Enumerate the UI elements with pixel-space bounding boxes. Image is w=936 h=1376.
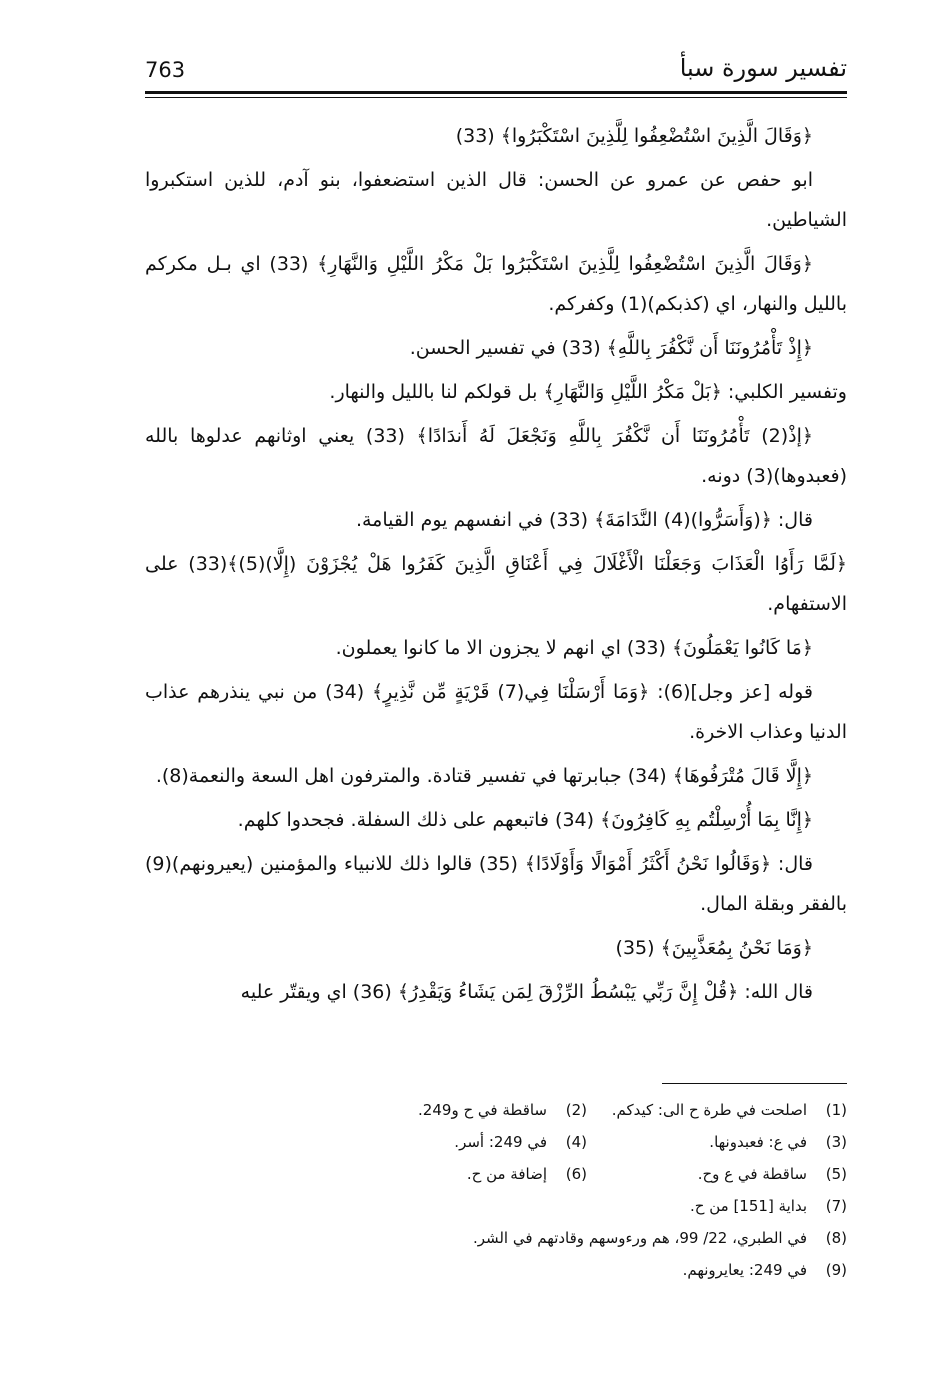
- footnote-row: [145, 1158, 847, 1190]
- footnote-3: [587, 1126, 847, 1158]
- paragraph: ﴿إذْ(2) تَأْمُرُونَنَا أَن نَّكْفُرَ بِاللَّهِ وَنَجْعَلَ لَهُ أَندَادًا﴾ (33) يعني اوثانهم عدلوها بالله (فعبدوها)(3) دونه.: [145, 425, 847, 487]
- footnote-number: (6): [565, 1165, 587, 1183]
- paragraph: ﴿إِذْ تَأْمُرُونَنَا أَن نَّكْفُرَ بِاللَّهِ﴾ (33) في تفسير الحسن.: [409, 337, 813, 359]
- footnote-number: (5): [825, 1165, 847, 1183]
- footnote-number: (1): [825, 1101, 847, 1119]
- footnote-text: في الطبري، 22/ 99، هم ورءوسهم وقادتهم في الشر.: [472, 1229, 807, 1247]
- page-number: 763: [145, 58, 186, 82]
- paragraph: ﴿وَقَالَ الَّذِينَ اسْتُضْعِفُوا لِلَّذِينَ اسْتَكْبَرُوا بَلْ مَكْرُ اللَّيْلِ وَالنَّهَارِ﴾ (33) اي بـل مكركم بالليل والنهار، اي (كذبكم)(1) وكفركم.: [145, 253, 847, 315]
- footnote-row: [145, 1126, 847, 1158]
- paragraph: ﴿وَمَا نَحْنُ بِمُعَذَّبِينَ﴾ (35): [615, 937, 813, 959]
- footnote-9: [145, 1254, 847, 1286]
- paragraph: ﴿وَقَالَ الَّذِينَ اسْتُضْعِفُوا لِلَّذِينَ اسْتَكْبَرُوا﴾ (33): [455, 125, 813, 147]
- footnote-text: في ع: فعبدونها.: [709, 1133, 807, 1151]
- footnote-6: [327, 1158, 587, 1190]
- paragraph: ابو حفص عن عمرو عن الحسن: قال الذين استضعفوا، بنو آدم، للذين استكبروا الشياطين.: [145, 169, 847, 231]
- footnotes-rule: [662, 1083, 847, 1084]
- paragraph: قال: ﴿وَقَالُوا نَحْنُ أَكْثَرُ أَمْوَالًا وَأَوْلَادًا﴾ (35) قالوا ذلك للانبياء والمؤمنين (يعيرونهم)(9) بالفقر وبقلة المال.: [145, 853, 847, 915]
- footnote-number: (7): [825, 1197, 847, 1215]
- footnote-7: [145, 1190, 847, 1222]
- paragraph: ﴿إِنَّا بِمَا أُرْسِلْتُم بِهِ كَافِرُونَ﴾ (34) فاتبعهم على ذلك السفلة. فجحدوا كلهم.: [237, 809, 813, 831]
- footnote-text: بداية [151] من ح.: [690, 1197, 807, 1215]
- footnote-4: [327, 1126, 587, 1158]
- footnote-text: في 249: أسر.: [454, 1133, 547, 1151]
- footnote-text: إضافة من ح.: [466, 1165, 547, 1183]
- footnote-number: (3): [825, 1133, 847, 1151]
- footnote-text: ساقطة في ع وح.: [697, 1165, 807, 1183]
- running-title: تفسير سورة سبأ: [679, 54, 847, 82]
- footnote-text: ساقطة في ح و249.: [418, 1101, 547, 1119]
- footnote-2: [327, 1094, 587, 1126]
- footnote-5: [587, 1158, 847, 1190]
- footnote-text: في 249: يعايرونهم.: [682, 1261, 807, 1279]
- paragraph: ﴿مَا كَانُوا يَعْمَلُونَ﴾ (33) اي انهم لا يجزون الا ما كانوا يعملون.: [335, 637, 813, 659]
- body-text: [145, 116, 847, 1016]
- paragraph: ﴿لَمَّا رَأَوُا الْعَذَابَ وَجَعَلْنَا الْأَغْلَالَ فِي أَعْنَاقِ الَّذِينَ كَفَرُوا هَلْ يُجْزَوْنَ (إِلَّا)(5)﴾(33) على الاستفهام.: [145, 553, 847, 615]
- header-rule: [145, 91, 847, 94]
- paragraph: قال الله: ﴿قُلْ إِنَّ رَبِّي يَبْسُطُ الرِّزْقَ لِمَن يَشَاءُ وَيَقْدِرُ﴾ (36) اي ويقتّر عليه: [240, 981, 813, 1003]
- paragraph: قوله [عز وجل](6): ﴿وَمَا أَرْسَلْنَا فِي(7) قَرْيَةٍ مِّن نَّذِيرٍ﴾ (34) من نبي ينذرهم عذاب الدنيا وعذاب الاخرة.: [145, 681, 847, 743]
- footnote-1: [587, 1094, 847, 1126]
- paragraph: قال: ﴿(وَأَسَرُّوا)(4) النَّدَامَةَ﴾ (33) في انفسهم يوم القيامة.: [355, 509, 813, 531]
- footnotes: [145, 1094, 847, 1286]
- header-rule-thin: [145, 97, 847, 98]
- paragraph: ﴿إِلَّا قَالَ مُتْرَفُوهَا﴾ (34) جبابرتها في تفسير قتادة. والمترفون اهل السعة والنعمة(8).: [155, 765, 813, 787]
- footnote-number: (8): [825, 1229, 847, 1247]
- footnote-number: (4): [565, 1133, 587, 1151]
- page-header: [145, 52, 847, 90]
- footnote-number: (2): [565, 1101, 587, 1119]
- paragraph: وتفسير الكلبي: ﴿بَلْ مَكْرُ اللَّيْلِ وَالنَّهَارِ﴾ بل قولكم لنا بالليل والنهار.: [329, 381, 847, 403]
- footnote-text: اصلحت في طرة ح الى: كيدكم.: [611, 1101, 807, 1119]
- footnote-row: [145, 1094, 847, 1126]
- footnote-number: (9): [825, 1261, 847, 1279]
- footnote-8: [145, 1222, 847, 1254]
